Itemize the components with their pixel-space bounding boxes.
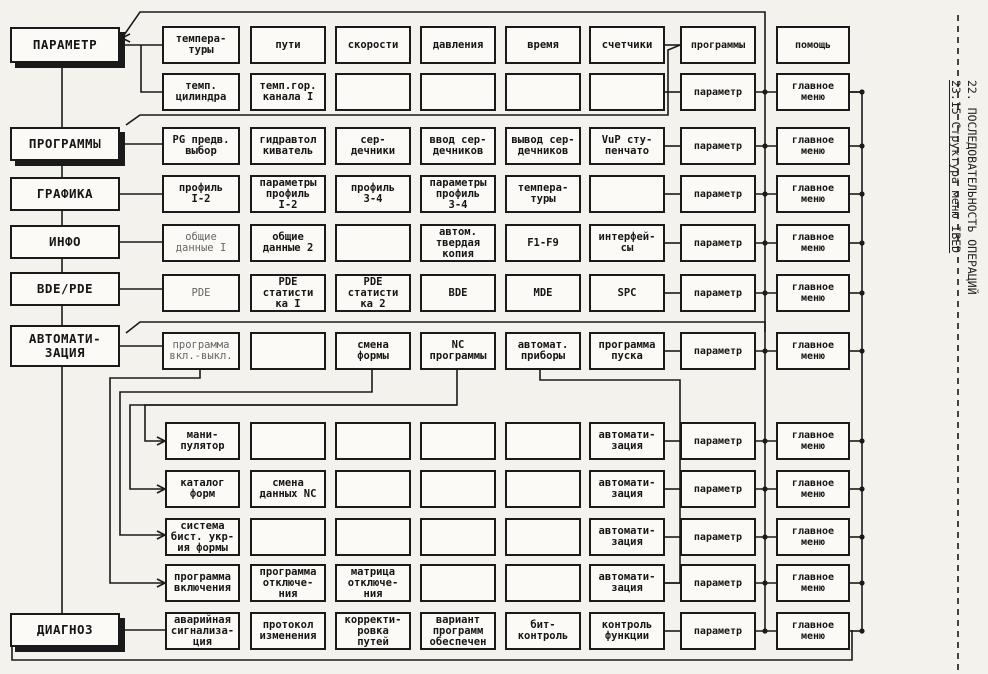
cell-avtomat-pribory[interactable]: автомат. приборы	[505, 332, 581, 370]
cell-sistema-bist-ukrep[interactable]: система бист. укр- ия формы	[165, 518, 240, 556]
cell-programma-otklyucheniya[interactable]: программа отключе- ния	[250, 564, 326, 602]
menu-programmy[interactable]: ПРОГРАММЫ	[10, 127, 120, 161]
cell-empty	[589, 73, 665, 111]
side-main-menu-button[interactable]: главное меню	[776, 422, 850, 460]
cell-davleniya[interactable]: давления	[420, 26, 496, 64]
cell-variant-programm[interactable]: вариант программ обеспечен	[420, 612, 496, 650]
cell-empty	[589, 175, 665, 213]
cell-avtomatizaciya-3[interactable]: автомати- зация	[589, 518, 665, 556]
cell-programma-vklyucheniya[interactable]: программа включения	[165, 564, 240, 602]
bus-main-menu	[850, 92, 862, 631]
junction-dot	[762, 438, 767, 443]
side-parametr-button[interactable]: параметр	[680, 175, 756, 213]
junction-dot	[859, 143, 864, 148]
side-parametr-button[interactable]: параметр	[680, 73, 756, 111]
junction-dot	[762, 89, 767, 94]
cell-f1-f9[interactable]: F1-F9	[505, 224, 581, 262]
junction-dot	[859, 534, 864, 539]
cell-protokol-izmeneniya[interactable]: протокол изменения	[250, 612, 326, 650]
side-programmy[interactable]: программы	[680, 26, 756, 64]
junction-dot	[859, 628, 864, 633]
cell-korrektirovka-putey[interactable]: корректи- ровка путей	[335, 612, 411, 650]
menu-parametr[interactable]: ПАРАМЕТР	[10, 27, 120, 63]
cell-obshie-dannye-1[interactable]: общие данные I	[162, 224, 240, 262]
junction-dot	[859, 290, 864, 295]
cell-bit-kontrol[interactable]: бит- контроль	[505, 612, 581, 650]
cell-nc-programmy[interactable]: NC программы	[420, 332, 496, 370]
side-parametr-button[interactable]: параметр	[680, 224, 756, 262]
cell-manipulyator[interactable]: мани- пулятор	[165, 422, 240, 460]
cell-empty	[420, 564, 496, 602]
side-parametr-button[interactable]: параметр	[680, 127, 756, 165]
cell-kontrol-funkcii[interactable]: контроль функции	[589, 612, 665, 650]
side-main-menu-button[interactable]: главное меню	[776, 127, 850, 165]
cell-obshie-dannye-2[interactable]: общие данные 2	[250, 224, 326, 262]
cell-pde[interactable]: PDE	[162, 274, 240, 312]
side-parametr-button[interactable]: параметр	[680, 274, 756, 312]
cell-temp-cilindra[interactable]: темп. цилиндра	[162, 73, 240, 111]
section-title	[940, 80, 980, 480]
cell-temperatury[interactable]: темпера- туры	[162, 26, 240, 64]
cell-empty	[505, 564, 581, 602]
cell-empty	[335, 224, 411, 262]
side-pomosh[interactable]: помощь	[776, 26, 850, 64]
cell-temperatury-2[interactable]: темпера- туры	[505, 175, 581, 213]
junction-dot	[762, 486, 767, 491]
cell-avtomatizaciya-1[interactable]: автомати- зация	[589, 422, 665, 460]
side-parametr-button[interactable]: параметр	[680, 518, 756, 556]
side-parametr-button[interactable]: параметр	[680, 564, 756, 602]
cell-avtomatizaciya-2[interactable]: автомати- зация	[589, 470, 665, 508]
junction-dot	[859, 438, 864, 443]
cell-empty	[505, 422, 581, 460]
junction-dot	[859, 580, 864, 585]
cell-serdechniki[interactable]: сер- дечники	[335, 127, 411, 165]
cell-empty	[420, 422, 496, 460]
cell-empty	[420, 518, 496, 556]
cell-empty	[505, 518, 581, 556]
section-title-line-1: 22. ПОСЛЕДОВАТЕЛЬНОСТЬ ОПЕРАЦИЙ	[965, 80, 979, 295]
menu-grafika[interactable]: ГРАФИКА	[10, 177, 120, 211]
cell-puti[interactable]: пути	[250, 26, 326, 64]
cell-spc[interactable]: SPC	[589, 274, 665, 312]
cell-mde[interactable]: MDE	[505, 274, 581, 312]
junction-dot	[762, 534, 767, 539]
cell-smena-dannyh-nc[interactable]: смена данных NC	[250, 470, 326, 508]
menu-info[interactable]: ИНФО	[10, 225, 120, 259]
cell-interfeisy[interactable]: интерфей- сы	[589, 224, 665, 262]
side-main-menu-button[interactable]: главное меню	[776, 224, 850, 262]
cell-bde[interactable]: BDE	[420, 274, 496, 312]
side-main-menu-button[interactable]: главное меню	[776, 518, 850, 556]
junction-dot	[859, 348, 864, 353]
side-main-menu-button[interactable]: главное меню	[776, 332, 850, 370]
side-main-menu-button[interactable]: главное меню	[776, 564, 850, 602]
cell-empty	[505, 73, 581, 111]
cell-programma-vkl-vykl[interactable]: программа вкл.-выкл.	[162, 332, 240, 370]
junction-dot	[762, 628, 767, 633]
side-main-menu-button[interactable]: главное меню	[776, 175, 850, 213]
cell-pde-statistika-2[interactable]: PDE статисти ка 2	[335, 274, 411, 312]
cell-skorosti[interactable]: скорости	[335, 26, 411, 64]
cell-matrica-otklyucheniya[interactable]: матрица отключе- ния	[335, 564, 411, 602]
menu-diagnoz[interactable]: ДИАГНОЗ	[10, 613, 120, 647]
cell-empty	[250, 518, 326, 556]
junction-dot	[762, 580, 767, 585]
cell-empty	[335, 73, 411, 111]
cell-empty	[420, 470, 496, 508]
cell-profil-1-2[interactable]: профиль I-2	[162, 175, 240, 213]
cell-empty	[505, 470, 581, 508]
cell-avtom-tverdaya-kopiya[interactable]: автом. твердая копия	[420, 224, 496, 262]
junction-dot	[859, 240, 864, 245]
branch-temp-cilindra	[141, 45, 162, 92]
cell-schetchiki[interactable]: счетчики	[589, 26, 665, 64]
side-main-menu-button[interactable]: главное меню	[776, 612, 850, 650]
junction-dot	[762, 348, 767, 353]
cell-empty	[335, 422, 411, 460]
cell-pg-predv-vybor[interactable]: PG предв. выбор	[162, 127, 240, 165]
cell-parametry-profil-3-4[interactable]: параметры профиль 3-4	[420, 175, 496, 213]
cell-katalog-form[interactable]: каталог форм	[165, 470, 240, 508]
menu-avtomatizaciya[interactable]: АВТОМАТИ- ЗАЦИЯ	[10, 325, 120, 367]
cell-empty	[335, 518, 411, 556]
side-main-menu-button[interactable]: главное меню	[776, 274, 850, 312]
section-title-line-2: 23.15 Структура меню IBED	[949, 80, 963, 254]
cell-smena-formy[interactable]: смена формы	[335, 332, 411, 370]
cell-profil-3-4[interactable]: профиль 3-4	[335, 175, 411, 213]
side-parametr-button[interactable]: параметр	[680, 612, 756, 650]
cell-vvod-serdechnikov[interactable]: ввод сер- дечников	[420, 127, 496, 165]
cell-vup-stupenchato[interactable]: VuP сту- пенчато	[589, 127, 665, 165]
side-parametr-button[interactable]: параметр	[680, 332, 756, 370]
cell-empty	[335, 470, 411, 508]
cell-avariynaya-signalizaciya[interactable]: аварийная сигнализа- ция	[165, 612, 240, 650]
side-parametr-button[interactable]: параметр	[680, 470, 756, 508]
cell-vremya[interactable]: время	[505, 26, 581, 64]
cell-empty	[420, 73, 496, 111]
cell-empty	[250, 422, 326, 460]
menu-bde-pde[interactable]: BDE/PDE	[10, 272, 120, 306]
junction-dot	[859, 486, 864, 491]
junction-dot	[762, 143, 767, 148]
cell-programma-puska[interactable]: программа пуска	[589, 332, 665, 370]
junction-dot	[762, 191, 767, 196]
junction-dot	[762, 290, 767, 295]
junction-dot	[859, 191, 864, 196]
cell-empty	[250, 332, 326, 370]
cell-avtomatizaciya-4[interactable]: автомати- зация	[589, 564, 665, 602]
cell-gidravtolkivatel[interactable]: гидравтол киватель	[250, 127, 326, 165]
junction-dot	[859, 89, 864, 94]
side-main-menu-button[interactable]: главное меню	[776, 470, 850, 508]
side-parametr-button[interactable]: параметр	[680, 422, 756, 460]
cell-parametry-profil-1-2[interactable]: параметры профиль I-2	[250, 175, 326, 213]
cell-temp-gor-kanala[interactable]: темп.гор. канала I	[250, 73, 326, 111]
side-main-menu-button[interactable]: главное меню	[776, 73, 850, 111]
cell-vyvod-serdechnikov[interactable]: вывод сер- дечников	[505, 127, 581, 165]
junction-dot	[762, 240, 767, 245]
cell-pde-statistika-1[interactable]: PDE статисти ка I	[250, 274, 326, 312]
